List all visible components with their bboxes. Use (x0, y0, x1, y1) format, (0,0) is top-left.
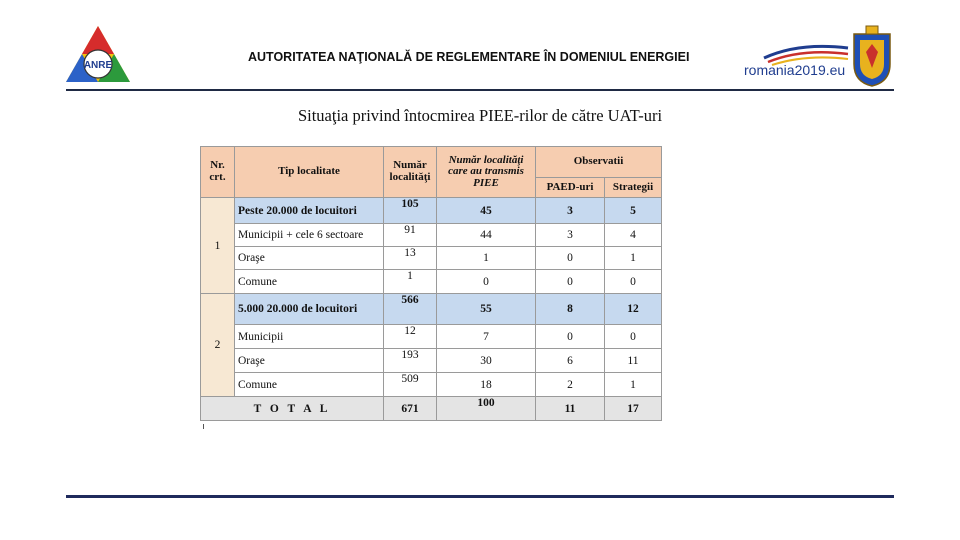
table-row (201, 349, 662, 373)
row-strategii: 12 (605, 294, 662, 325)
header-strategii: Strategii (605, 178, 662, 198)
group-number: 2 (201, 294, 235, 397)
row-strategii: 1 (605, 373, 662, 397)
row-numar: 1 (384, 270, 437, 294)
total-transmis: 100 (437, 397, 536, 421)
row-transmis: 45 (437, 198, 536, 224)
row-numar: 105 (384, 198, 437, 224)
row-numar: 566 (384, 294, 437, 325)
row-numar: 193 (384, 349, 437, 373)
header-tip-localitate: Tip localitate (235, 147, 384, 198)
header-title: AUTORITATEA NAŢIONALĂ DE REGLEMENTARE ÎN DOMENIUL ENERGIEI (248, 50, 690, 64)
row-numar: 12 (384, 325, 437, 349)
header-numar-localitati: Număr localităţi (384, 147, 437, 198)
row-paed: 6 (536, 349, 605, 373)
row-strategii: 5 (605, 198, 662, 224)
logo-text: ANRE (83, 60, 113, 71)
row-tip: Oraşe (235, 247, 384, 270)
header-nr: Nr. crt. (201, 147, 235, 198)
total-strategii: 17 (605, 397, 662, 421)
presidency-logo-text: romania2019.eu (744, 62, 846, 78)
row-tip: Peste 20.000 de locuitori (235, 198, 384, 224)
header-divider (66, 89, 894, 91)
row-transmis: 7 (437, 325, 536, 349)
row-transmis: 0 (437, 270, 536, 294)
table-row (201, 224, 662, 247)
row-paed: 3 (536, 198, 605, 224)
table-row (201, 373, 662, 397)
total-numar: 671 (384, 397, 437, 421)
table-row (201, 198, 662, 224)
row-transmis: 18 (437, 373, 536, 397)
row-numar: 509 (384, 373, 437, 397)
header-observatii: Observatii (536, 147, 662, 178)
row-tip: Municipii + cele 6 sectoare (235, 224, 384, 247)
row-strategii: 4 (605, 224, 662, 247)
header-paed: PAED-uri (536, 178, 605, 198)
row-paed: 0 (536, 247, 605, 270)
row-numar: 13 (384, 247, 437, 270)
anre-logo (64, 24, 132, 86)
row-transmis: 1 (437, 247, 536, 270)
row-paed: 8 (536, 294, 605, 325)
table-row (201, 325, 662, 349)
row-transmis: 30 (437, 349, 536, 373)
row-tip: Comune (235, 270, 384, 294)
table-row (201, 270, 662, 294)
coat-of-arms-icon (850, 24, 894, 88)
piee-status-table (200, 146, 662, 421)
header-transmis-piee: Număr localităţi care au transmis PIEE (437, 147, 536, 198)
row-transmis: 44 (437, 224, 536, 247)
row-paed: 0 (536, 270, 605, 294)
row-tip: Oraşe (235, 349, 384, 373)
row-strategii: 0 (605, 325, 662, 349)
row-strategii: 1 (605, 247, 662, 270)
footer-divider (66, 495, 894, 498)
row-paed: 3 (536, 224, 605, 247)
table-row (201, 247, 662, 270)
row-strategii: 11 (605, 349, 662, 373)
row-tip: Comune (235, 373, 384, 397)
group-number: 1 (201, 198, 235, 294)
total-label: T O T A L (201, 397, 384, 421)
table-corner-mark (203, 424, 204, 429)
row-tip: Municipii (235, 325, 384, 349)
total-paed: 11 (536, 397, 605, 421)
row-numar: 91 (384, 224, 437, 247)
table-row (201, 294, 662, 325)
row-strategii: 0 (605, 270, 662, 294)
slide-subtitle: Situaţia privind întocmirea PIEE-rilor de către UAT-uri (297, 106, 663, 125)
row-paed: 0 (536, 325, 605, 349)
total-row (201, 397, 662, 421)
row-tip: 5.000 20.000 de locuitori (235, 294, 384, 325)
row-transmis: 55 (437, 294, 536, 325)
row-paed: 2 (536, 373, 605, 397)
